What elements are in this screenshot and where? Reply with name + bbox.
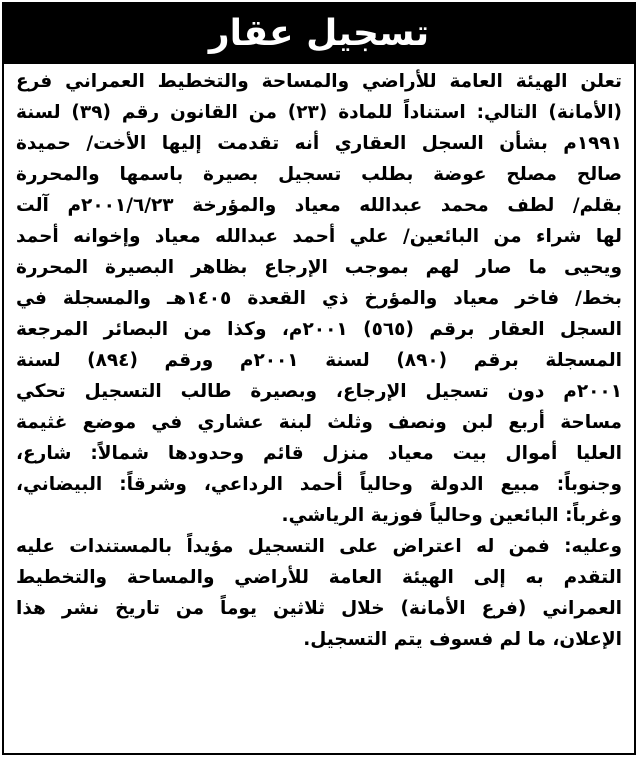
notice-line-7: ويحيى ما صار لهم بموجب الإرجاع بظاهر البصيرة المحررة: [16, 257, 622, 278]
notice-line-6: لها شراء من البائعين/ علي أحمد عبدالله معياد وإخوانه أحمد: [16, 226, 622, 247]
notice-line-11: ٢٠٠١م دون تسجيل الإرجاع، وبصيرة طالب التسجيل تحكي: [16, 381, 622, 402]
notice-line-13: العليا أموال بيت معياد منزل قائم وحدودها شمالاً: شارع،: [16, 443, 622, 464]
notice-title: تسجيل عقار: [208, 13, 430, 54]
notice-line-17: التقدم به إلى الهيئة العامة للأراضي والمساحة والتخطيط: [16, 567, 622, 588]
notice-line-8: بخط/ فاخر معياد والمؤرخ ذي القعدة ١٤٠٥هـ والمسجلة في: [16, 288, 622, 309]
notice-line-3: ١٩٩١م بشأن السجل العقاري أنه تقدمت إليها الأخت/ حميدة: [16, 133, 622, 154]
notice-line-19: الإعلان، ما لم فسوف يتم التسجيل.: [303, 629, 622, 650]
notice-line-16: وعليه: فمن له اعتراض على التسجيل مؤيداً بالمستندات عليه: [16, 536, 622, 557]
notice-line-10: المسجلة برقم (٨٩٠) لسنة ٢٠٠١م ورقم (٨٩٤) لسنة: [16, 350, 622, 371]
notice-line-4: صالح مصلح عوضة بطلب تسجيل بصيرة باسمها والمحررة: [16, 164, 622, 185]
notice-line-14: وجنوباً: مبيع الدولة وحالياً أحمد الرداعي، وشرقاً: البيضاني،: [16, 474, 622, 495]
notice-line-18: العمراني (فرع الأمانة) خلال ثلاثين يوماً من تاريخ نشر هذا: [16, 598, 622, 619]
notice-line-2: (الأمانة) التالي: استناداً للمادة (٢٣) من القانون رقم (٣٩) لسنة: [16, 102, 622, 123]
notice-line-1: تعلن الهيئة العامة للأراضي والمساحة والتخطيط العمراني فرع: [16, 71, 622, 92]
notice-line-9: السجل العقار برقم (٥٦٥) ٢٠٠١م، وكذا من البصائر المرجعة: [16, 319, 622, 340]
title-bar: [4, 4, 634, 64]
notice-line-15: وغرباً: البائعين وحالياً فوزية الرياشي.: [281, 505, 622, 526]
notice-body: [16, 66, 622, 749]
property-registration-notice: [2, 2, 636, 755]
notice-line-12: مساحة أربع لبن ونصف وثلث لبنة عشاري في موضع غثيمة: [16, 412, 622, 433]
notice-line-5: بقلم/ لطف محمد عبدالله معياد والمؤرخة ٢٠٠١/٦/٢٣م آلت: [16, 195, 622, 216]
